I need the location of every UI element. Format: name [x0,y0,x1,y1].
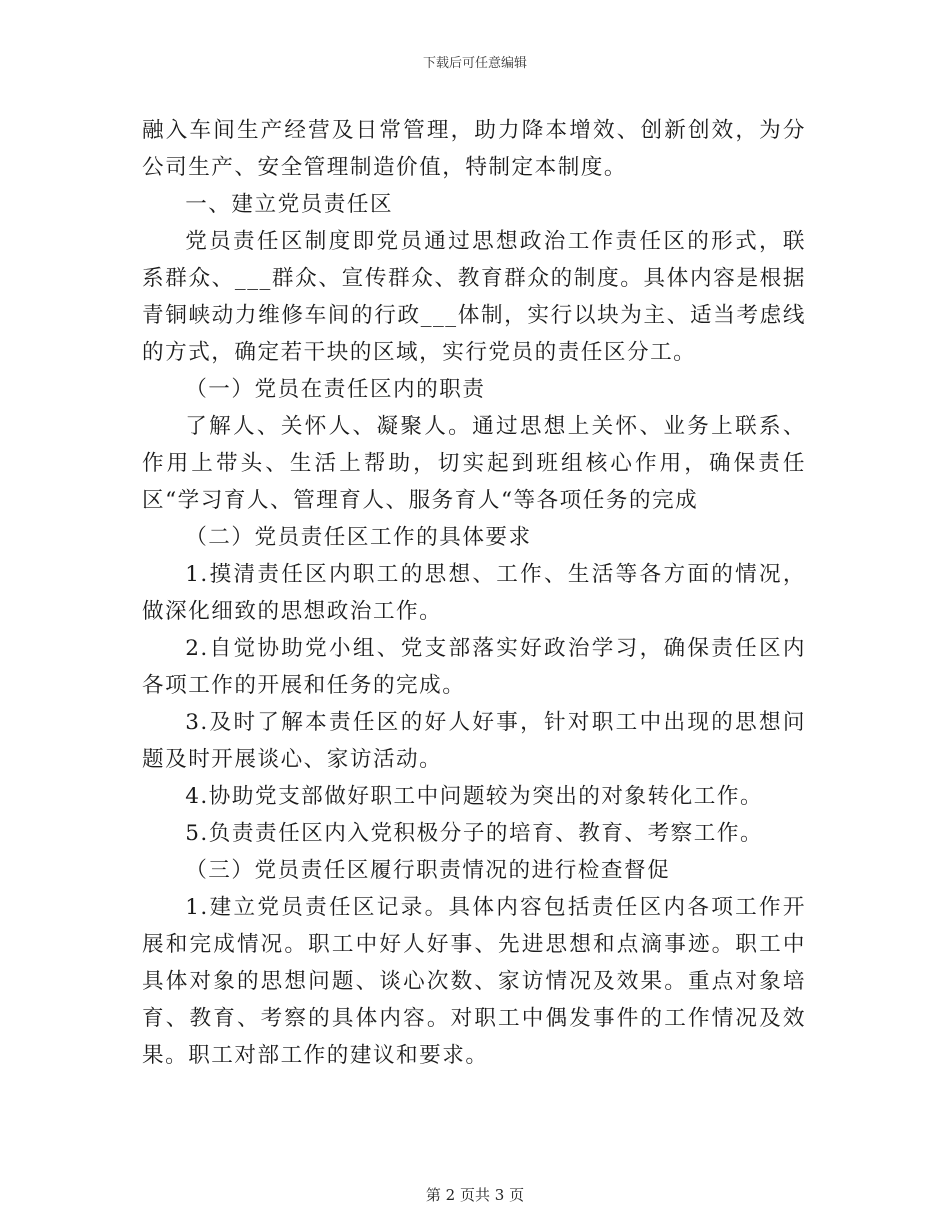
paragraph-system-definition: 党员责任区制度即党员通过思想政治工作责任区的形式，联系群众、___群众、宣传群众、教育群众的制度。具体内容是根据青铜峡动力维修车间的行政___体制，实行以块为主、适当考虑线的方式，确定若干块的区域，实行党员的责任区分工。 [142,229,806,365]
requirement-item-5: 5.负责责任区内入党积极分子的培育、教育、考察工作。 [185,821,764,846]
paragraph-duties: 了解人、关怀人、凝聚人。通过思想上关怀、业务上联系、作用上带头、生活上帮助，切实起到班组核心作用，确保责任区“学习育人、管理育人、服务育人“等各项任务的完成 [142,414,806,513]
section-heading-1: 一、建立党员责任区 [185,192,394,217]
requirement-item-2: 2.自觉协助党小组、党支部落实好政治学习，确保责任区内各项工作的开展和任务的完成。 [142,636,806,698]
document-body [142,112,806,1074]
subsection-heading-3: （三）党员责任区履行职责情况的进行检查督促 [185,858,671,883]
page-footer: 第 2 页共 3 页 [425,1186,525,1204]
page-header: 下载后可任意编辑 [422,56,527,71]
requirement-item-4: 4.协助党支部做好职工中问题较为突出的对象转化工作。 [185,784,764,809]
subsection-heading-1: （一）党员在责任区内的职责 [185,377,486,402]
requirement-item-3: 3.及时了解本责任区的好人好事，针对职工中出现的思想问题及时开展谈心、家访活动。 [142,710,806,772]
paragraph-intro: 融入车间生产经营及日常管理，助力降本增效、创新创效，为分公司生产、安全管理制造价值，特制定本制度。 [142,118,806,180]
subsection-heading-2: （二）党员责任区工作的具体要求 [185,525,532,550]
inspection-item-1: 1.建立党员责任区记录。具体内容包括责任区内各项工作开展和完成情况。职工中好人好事、先进思想和点滴事迹。职工中具体对象的思想问题、谈心次数、家访情况及效果。重点对象培育、教育、考察的具体内容。对职工中偶发事件的工作情况及效果。职工对部工作的建议和要求。 [142,895,806,1068]
requirement-item-1: 1.摸清责任区内职工的思想、工作、生活等各方面的情况，做深化细致的思想政治工作。 [142,562,806,624]
